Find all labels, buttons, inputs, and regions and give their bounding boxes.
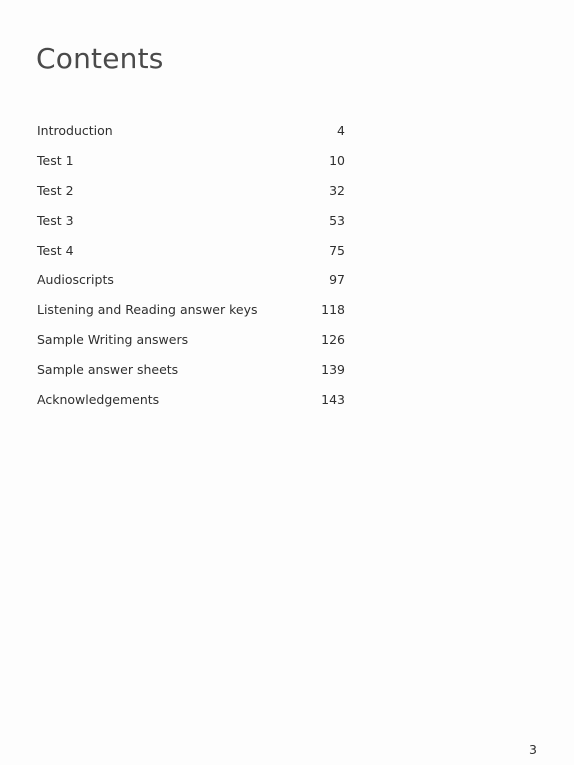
toc-entry-label: Sample answer sheets <box>37 361 179 377</box>
toc-entry-label: Test 2 <box>37 182 74 198</box>
toc-entry-test-1[interactable] <box>37 146 345 176</box>
toc-entry-test-3[interactable] <box>37 205 345 235</box>
toc-entry-page: 118 <box>321 302 345 318</box>
toc-entry-page: 32 <box>329 182 345 198</box>
toc-entry-label: Test 3 <box>37 212 74 228</box>
toc-entry-page: 53 <box>329 212 345 228</box>
toc-entry-label: Acknowledgements <box>37 391 160 407</box>
toc-entry-introduction[interactable] <box>37 116 345 146</box>
toc-entry-page: 4 <box>337 123 345 139</box>
page-title: Contents <box>36 42 164 75</box>
toc-entry-label: Test 1 <box>37 153 74 169</box>
toc-entry-page: 75 <box>329 242 345 258</box>
toc-entry-label: Introduction <box>37 123 113 139</box>
toc-entry-sample-writing[interactable] <box>37 325 345 355</box>
table-of-contents <box>37 116 345 414</box>
toc-entry-test-2[interactable] <box>37 176 345 206</box>
toc-entry-page: 126 <box>321 331 345 347</box>
toc-entry-answer-keys[interactable] <box>37 295 345 325</box>
toc-entry-label: Listening and Reading answer keys <box>37 302 258 318</box>
toc-entry-label: Sample Writing answers <box>37 331 189 347</box>
toc-entry-label: Test 4 <box>37 242 74 258</box>
page-number: 3 <box>529 742 537 757</box>
toc-entry-label: Audioscripts <box>37 272 114 288</box>
toc-entry-audioscripts[interactable] <box>37 265 345 295</box>
toc-entry-page: 97 <box>329 272 345 288</box>
toc-entry-acknowledgements[interactable] <box>37 384 345 414</box>
toc-entry-page: 143 <box>321 391 345 407</box>
toc-entry-page: 139 <box>321 361 345 377</box>
toc-entry-answer-sheets[interactable] <box>37 354 345 384</box>
toc-entry-page: 10 <box>329 153 345 169</box>
toc-entry-test-4[interactable] <box>37 235 345 265</box>
